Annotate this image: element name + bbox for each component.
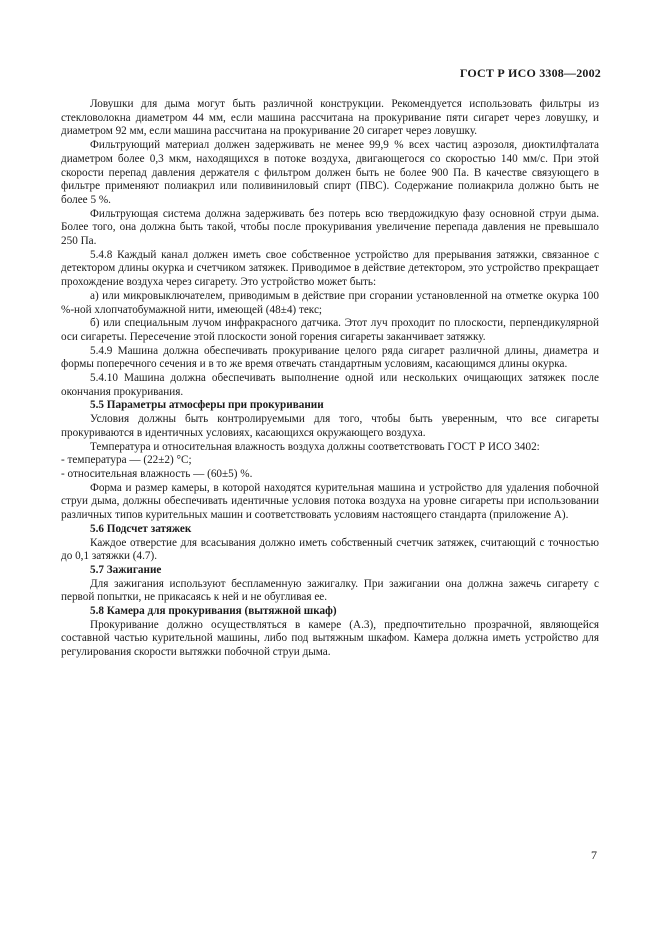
section-heading: 5.5 Параметры атмосферы при прокуривании	[90, 399, 324, 412]
section-heading: 5.7 Зажигание	[90, 563, 162, 576]
paragraph: Форма и размер камеры, в которой находятся курительная машина и устройство для удаления побочной струи дыма, должны обеспечивать идентичные условия потока воздуха на уровне сигареты при использовании различных типов курительных машин и соответствовать условиям настоящего стандарта (приложение А).	[61, 481, 599, 522]
paragraph: Ловушки для дыма могут быть различной конструкции. Рекомендуется использовать фильтры из стекловолокна диаметром 44 мм, если машина рассчитана на прокуривание пяти сигарет через ловушку, и диаметром 92 мм, если машина рассчитана на прокуривание 20 сигарет через ловушку.	[61, 98, 599, 138]
paragraph: а) или микровыключателем, приводимым в действие при сгорании установленной на отметке окурка 100 %-ной хлопчатобумажной нити, имеющей (48±4) текс;	[61, 289, 599, 316]
paragraph: Прокуривание должно осуществляться в камере (А.3), предпочтительно прозрачной, являющейся составной частью курительной машины, либо под вытяжным шкафом. Камера должна иметь устройство для регулирования скорости вытяжки побочной струи дыма.	[61, 618, 599, 659]
page-number: 7	[591, 848, 597, 862]
paragraph: Температура и относительная влажность воздуха должны соответствовать ГОСТ Р ИСО 3402:	[90, 440, 540, 453]
document-header: ГОСТ Р ИСО 3308—2002	[459, 66, 601, 80]
paragraph: б) или специальным лучом инфракрасного датчика. Этот луч проходит по плоскости, перпендикулярной оси сигареты. Пересечение этой плоскости зоной горения сигареты заканчивает затяжку.	[61, 317, 599, 343]
paragraph: Для зажигания используют беспламенную зажигалку. При зажигании она должна зажечь сигарету с первой попытки, не прикасаясь к ней и не обугливая ее.	[61, 577, 599, 604]
page-body	[61, 98, 599, 660]
section-heading: 5.6 Подсчет затяжек	[90, 522, 192, 535]
paragraph: 5.4.10 Машина должна обеспечивать выполнение одной или нескольких очищающих затяжек после окончания прокуривания.	[61, 372, 599, 398]
section-heading: 5.8 Камера для прокуривания (вытяжной шкаф)	[90, 605, 337, 618]
list-item: - относительная влажность — (60±5) %.	[61, 467, 253, 480]
paragraph: 5.4.9 Машина должна обеспечивать прокуривание целого ряда сигарет различной длины, диаметра и формы поперечного сечения и в то же время отвечать стандартным условиям, касающимся длины окурка.	[61, 344, 599, 371]
paragraph: 5.4.8 Каждый канал должен иметь свое собственное устройство для прерывания затяжки, связанное с детектором длины окурка и счетчиком затяжек. Приводимое в действие детектором, это устройство прекращает прохождение воздуха через сигарету. Это устройство может быть:	[61, 248, 599, 289]
paragraph: Фильтрующая система должна задерживать без потерь всю твердожидкую фазу основной струи дыма. Более того, она должна быть такой, чтобы после прокуривания увеличение перепада давления не превышало 250 Па.	[61, 207, 599, 248]
paragraph: Фильтрующий материал должен задерживать не менее 99,9 % всех частиц аэрозоля, диоктилфталата диаметром более 0,3 мкм, находящихся в потоке воздуха, двигающегося со скоростью 140 мм/с. При этой скорости перепад давления держателя с фильтром должен быть не более 900 Па. В качестве связующего в фильтре применяют полиакрил или поливиниловый спирт (ПВС). Содержание полиакрила должно быть не более 5 %.	[61, 139, 599, 206]
list-item: - температура — (22±2) °С;	[61, 454, 192, 467]
paragraph: Каждое отверстие для всасывания должно иметь собственный счетчик затяжек, считающий с точностью до 0,1 затяжки (4.7).	[61, 536, 599, 563]
paragraph: Условия должны быть контролируемыми для того, чтобы быть уверенным, что все сигареты прокуриваются в идентичных условиях, касающихся окружающего воздуха.	[61, 413, 599, 439]
